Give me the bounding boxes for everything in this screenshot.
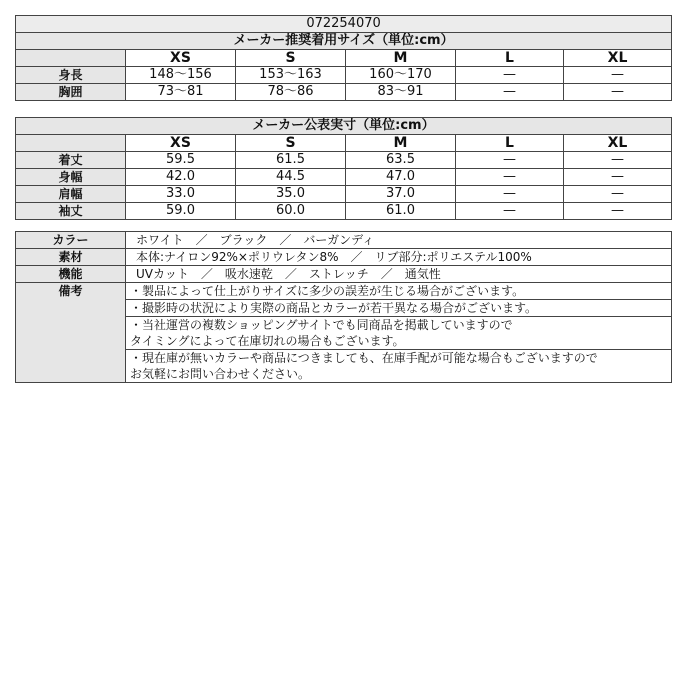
actual-size-table <box>15 117 672 220</box>
table-row <box>16 186 672 203</box>
table-cell: 42.0 <box>126 169 236 186</box>
size-header-m: M <box>346 50 456 67</box>
table-cell: — <box>564 84 672 101</box>
table-cell: 83～91 <box>346 84 456 101</box>
material-value: 本体:ナイロン92%×ポリウレタン8% ／ リブ部分:ポリエステル100% <box>126 249 672 266</box>
table-cell: — <box>456 169 564 186</box>
row-label-shoulder: 肩幅 <box>16 186 126 203</box>
size-header-xs: XS <box>126 50 236 67</box>
corner-cell <box>16 135 126 152</box>
product-code: 072254070 <box>16 16 672 33</box>
table-row <box>16 203 672 220</box>
size-header-row <box>16 50 672 67</box>
info-row-notes <box>16 283 672 300</box>
table-row <box>16 84 672 101</box>
info-row-function <box>16 266 672 283</box>
table-cell: 47.0 <box>346 169 456 186</box>
note-item: ・当社運営の複数ショッピングサイトでも同商品を掲載していますので タイミングによって在庫切れの場合もございます。 <box>126 317 672 350</box>
table-cell: 59.0 <box>126 203 236 220</box>
notes-label: 備考 <box>16 283 126 383</box>
table-cell: — <box>456 67 564 84</box>
note-item: ・撮影時の状況により実際の商品とカラーが若干異なる場合がございます。 <box>126 300 672 317</box>
table-cell: — <box>456 152 564 169</box>
table-cell: 37.0 <box>346 186 456 203</box>
size-header-m: M <box>346 135 456 152</box>
table-cell: 60.0 <box>236 203 346 220</box>
table-cell: — <box>456 203 564 220</box>
row-label-width: 身幅 <box>16 169 126 186</box>
table-cell: — <box>456 84 564 101</box>
size-header-l: L <box>456 135 564 152</box>
table-cell: 63.5 <box>346 152 456 169</box>
row-label-chest: 胸囲 <box>16 84 126 101</box>
table-cell: 44.5 <box>236 169 346 186</box>
recommended-table-title: メーカー推奨着用サイズ（単位:cm） <box>16 33 672 50</box>
table-cell: — <box>456 186 564 203</box>
actual-table-title: メーカー公表実寸（単位:cm） <box>16 118 672 135</box>
row-label-height: 身長 <box>16 67 126 84</box>
size-header-xl: XL <box>564 50 672 67</box>
table-cell: 33.0 <box>126 186 236 203</box>
table-cell: 160～170 <box>346 67 456 84</box>
size-header-l: L <box>456 50 564 67</box>
table-cell: — <box>564 152 672 169</box>
table-cell: 59.5 <box>126 152 236 169</box>
size-header-xs: XS <box>126 135 236 152</box>
table-cell: 78～86 <box>236 84 346 101</box>
table-cell: 153～163 <box>236 67 346 84</box>
table-row <box>16 152 672 169</box>
size-header-s: S <box>236 50 346 67</box>
table-cell: — <box>564 186 672 203</box>
function-label: 機能 <box>16 266 126 283</box>
table-cell: 35.0 <box>236 186 346 203</box>
row-label-length: 着丈 <box>16 152 126 169</box>
table-cell: — <box>564 203 672 220</box>
info-row-material <box>16 249 672 266</box>
color-label: カラー <box>16 232 126 249</box>
size-header-xl: XL <box>564 135 672 152</box>
table-cell: — <box>564 67 672 84</box>
note-item: ・製品によって仕上がりサイズに多少の誤差が生じる場合がございます。 <box>126 283 672 300</box>
row-label-sleeve: 袖丈 <box>16 203 126 220</box>
table-cell: — <box>564 169 672 186</box>
corner-cell <box>16 50 126 67</box>
table-cell: 148～156 <box>126 67 236 84</box>
info-row-color <box>16 232 672 249</box>
size-header-row <box>16 135 672 152</box>
table-cell: 73～81 <box>126 84 236 101</box>
material-label: 素材 <box>16 249 126 266</box>
color-value: ホワイト ／ ブラック ／ バーガンディ <box>126 232 672 249</box>
table-cell: 61.5 <box>236 152 346 169</box>
table-cell: 61.0 <box>346 203 456 220</box>
note-item: ・現在庫が無いカラーや商品につきましても、在庫手配が可能な場合もございますので お気軽にお問い合わせください。 <box>126 350 672 383</box>
function-value: UVカット ／ 吸水速乾 ／ ストレッチ ／ 通気性 <box>126 266 672 283</box>
product-info-table <box>15 231 672 383</box>
table-row <box>16 169 672 186</box>
recommended-size-table <box>15 15 672 101</box>
table-row <box>16 67 672 84</box>
size-header-s: S <box>236 135 346 152</box>
